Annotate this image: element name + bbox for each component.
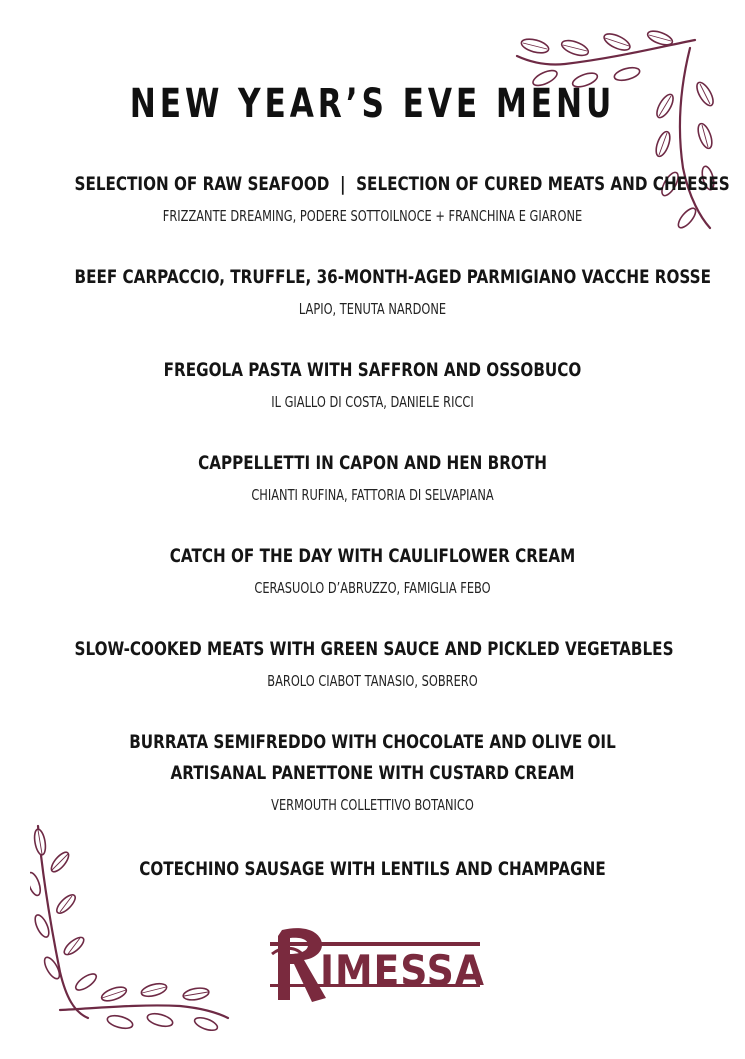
wine-pairing: CHIANTI RUFINA, FATTORIA DI SELVAPIANA (251, 485, 494, 504)
course-item (0, 732, 745, 814)
course-item (0, 360, 745, 411)
wine-pairing: LAPIO, TENUTA NARDONE (298, 299, 447, 318)
dish-name: ARTISANAL PANETTONE WITH CUSTARD CREAM (170, 761, 575, 784)
dish-name: BURRATA SEMIFREDDO WITH CHOCOLATE AND OLIVE OIL (129, 731, 616, 753)
dish-name: SLOW-COOKED MEATS WITH GREEN SAUCE AND PICKLED VEGETABLES (74, 638, 674, 660)
course-item (0, 639, 745, 690)
wine-pairing: IL GIALLO DI COSTA, DANIELE RICCI (271, 392, 474, 411)
dish-name: CAPPELLETTI IN CAPON AND HEN BROTH (198, 452, 547, 474)
dish-name: SELECTION OF RAW SEAFOOD | SELECTION OF CURED MEATS AND CHEESES (74, 173, 730, 195)
rimessa-logo (268, 924, 485, 1006)
dish-name: CATCH OF THE DAY WITH CAULIFLOWER CREAM (169, 545, 576, 567)
course-item (0, 453, 745, 504)
course-item (0, 174, 745, 225)
course-item (0, 267, 745, 318)
wine-pairing: CERASUOLO D’ABRUZZO, FAMIGLIA FEBO (254, 578, 491, 597)
dish-name: COTECHINO SAUSAGE WITH LENTILS AND CHAMPAGNE (139, 858, 606, 880)
wine-pairing: FRIZZANTE DREAMING, PODERE SOTTOILNOCE + FRANCHINA E GIARONE (162, 206, 583, 225)
dish-name: FREGOLA PASTA WITH SAFFRON AND OSSOBUCO (163, 359, 582, 381)
leafy-branch-icon (30, 822, 240, 1032)
dish-name: BEEF CARPACCIO, TRUFFLE, 36-MONTH-AGED PARMIGIANO VACCHE ROSSE (74, 266, 711, 288)
menu-title: NEW YEAR’S EVE MENU (129, 81, 616, 127)
course-item (0, 546, 745, 597)
wine-pairing: BAROLO CIABOT TANASIO, SOBRERO (267, 671, 478, 690)
logo-text: IMESSA (320, 946, 485, 995)
wine-pairing: VERMOUTH COLLETTIVO BOTANICO (271, 795, 474, 814)
